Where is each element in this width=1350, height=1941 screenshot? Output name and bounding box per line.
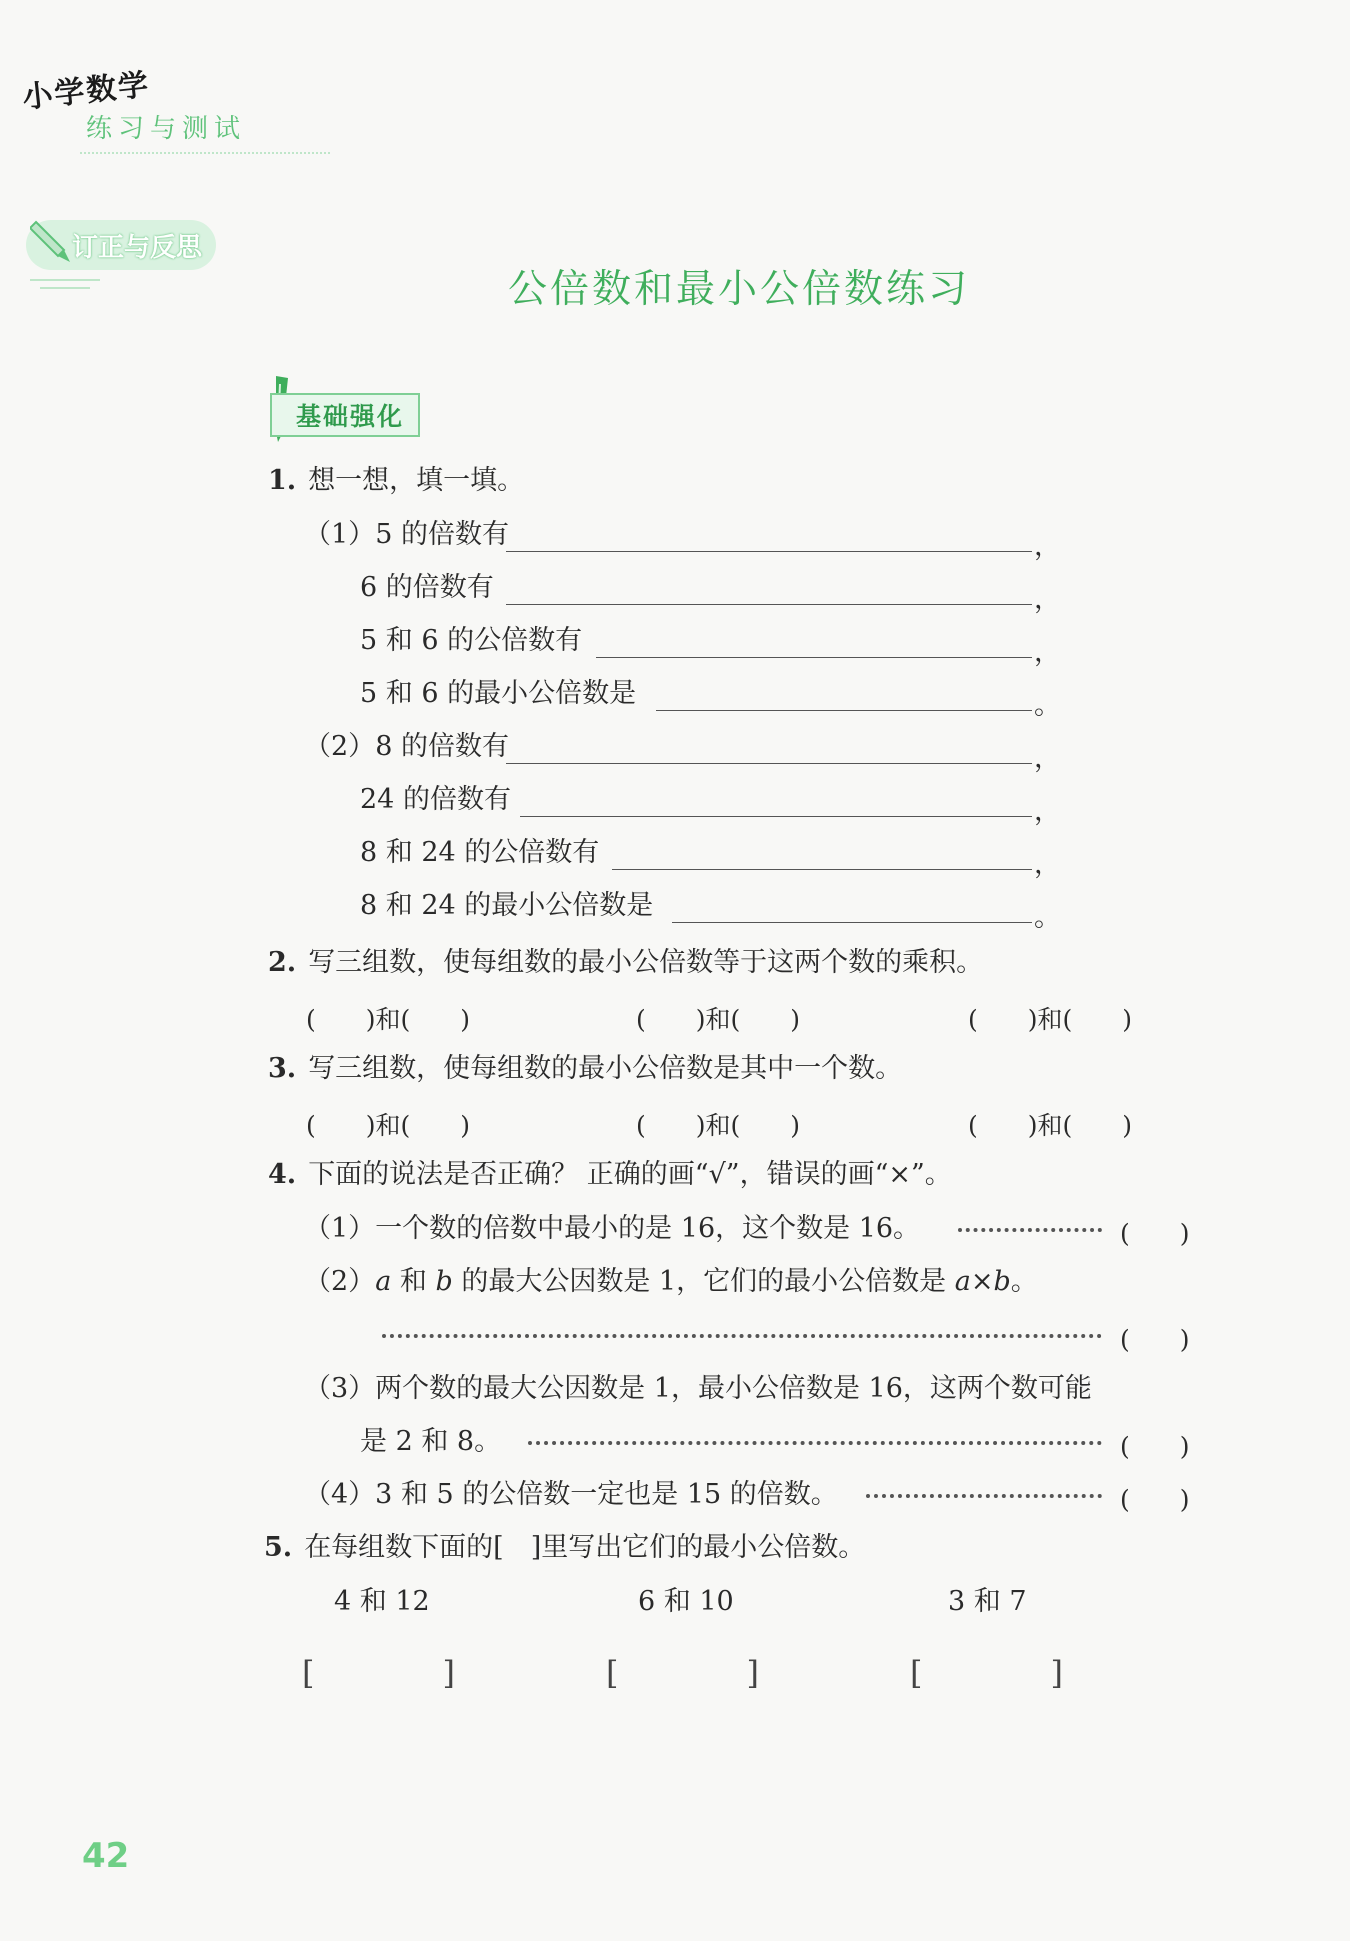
answer-pair[interactable]: ( )和( ): [968, 1005, 1133, 1034]
section-badge: 基础强化: [270, 393, 420, 437]
answer-blank[interactable]: [506, 603, 1032, 605]
question-3: [268, 1052, 902, 1086]
statement-text: 和: [391, 1266, 436, 1297]
period: 。: [1034, 690, 1061, 721]
question-1: [268, 464, 524, 498]
answer-pair[interactable]: ( )和( ): [968, 1111, 1133, 1140]
comma: ，: [1034, 584, 1061, 615]
question-5: [264, 1531, 865, 1565]
statement-4: （4）3 和 5 的公倍数一定也是 15 的倍数。: [304, 1479, 838, 1510]
answer-blank[interactable]: [506, 762, 1032, 764]
part-label: （1）: [304, 519, 376, 550]
comma: ，: [1034, 796, 1061, 827]
statement-text: 的最大公因数是 1，它们的最小公倍数是: [452, 1266, 955, 1297]
answer-blank[interactable]: [596, 656, 1032, 658]
judge-answer[interactable]: ( ): [1120, 1485, 1190, 1514]
lcm-answer-bracket[interactable]: [ ]: [302, 1654, 455, 1692]
question-number: 2.: [268, 947, 297, 978]
number-group: 3 和 7: [948, 1586, 1027, 1617]
lcm-answer-bracket[interactable]: [ ]: [606, 1654, 759, 1692]
reflect-label: 订正与反思: [72, 232, 203, 263]
prompt-text: 5 和 6 的公倍数有: [360, 625, 583, 656]
prompt-text: 5 和 6 的最小公倍数是: [360, 678, 637, 709]
answer-blank[interactable]: [506, 550, 1032, 552]
var-b: b: [435, 1266, 453, 1297]
leader-dots: [528, 1441, 1102, 1445]
brand-underline: [80, 152, 330, 154]
question-text: 在每组数下面的[ ]里写出它们的最小公倍数。: [304, 1532, 866, 1563]
part-label: （2）: [304, 731, 376, 762]
q1-p1-line1: [304, 518, 509, 552]
comma: ，: [1034, 849, 1061, 880]
answer-pair[interactable]: ( )和( ): [306, 1005, 471, 1034]
q1-p2-line1: [304, 730, 509, 764]
prompt-text: 6 的倍数有: [360, 572, 494, 603]
reflect-badge: [26, 220, 216, 270]
answer-blank[interactable]: [520, 815, 1032, 817]
question-text: 想一想，填一填。: [308, 465, 525, 496]
period: 。: [1010, 1266, 1038, 1297]
judge-answer[interactable]: ( ): [1120, 1325, 1190, 1354]
times-sign: ×: [970, 1266, 994, 1297]
statement-3-line2: 是 2 和 8。: [360, 1426, 502, 1457]
var-a: a: [954, 1266, 971, 1297]
prompt-text: 8 和 24 的公倍数有: [360, 837, 600, 868]
answer-pair[interactable]: ( )和( ): [636, 1005, 801, 1034]
comma: ，: [1034, 743, 1061, 774]
number-group: 6 和 10: [638, 1586, 734, 1617]
answer-pair[interactable]: ( )和( ): [306, 1111, 471, 1140]
answer-blank[interactable]: [672, 921, 1032, 923]
brand-subtitle: 练习与测试: [86, 114, 247, 144]
brand-title: 小学数学: [20, 67, 152, 116]
judge-answer[interactable]: ( ): [1120, 1219, 1190, 1248]
question-text: 下面的说法是否正确？ 正确的画“√”，错误的画“×”。: [308, 1159, 952, 1190]
answer-blank[interactable]: [656, 709, 1032, 711]
leader-dots: [382, 1334, 1102, 1338]
comma: ，: [1034, 637, 1061, 668]
question-2: [268, 946, 983, 980]
lcm-answer-bracket[interactable]: [ ]: [910, 1654, 1063, 1692]
period: 。: [1034, 902, 1061, 933]
question-text: 写三组数，使每组数的最小公倍数等于这两个数的乘积。: [308, 947, 984, 978]
prompt-text: 24 的倍数有: [360, 784, 511, 815]
statement-2: [304, 1265, 1038, 1299]
answer-pair[interactable]: ( )和( ): [636, 1111, 801, 1140]
leader-dots: [866, 1494, 1102, 1498]
number-group: 4 和 12: [334, 1586, 430, 1617]
var-b: b: [993, 1266, 1011, 1297]
var-a: a: [375, 1266, 392, 1297]
answer-blank[interactable]: [612, 868, 1032, 870]
reflect-lines: [30, 276, 110, 296]
pencil-icon: [30, 216, 78, 268]
question-text: 写三组数，使每组数的最小公倍数是其中一个数。: [308, 1053, 903, 1084]
question-number: 3.: [268, 1053, 297, 1084]
question-4: [268, 1158, 952, 1192]
statement-1: （1）一个数的倍数中最小的是 16，这个数是 16。: [304, 1213, 921, 1244]
page-title: 公倍数和最小公倍数练习: [508, 267, 971, 312]
question-number: 5.: [264, 1532, 293, 1563]
leader-dots: [958, 1228, 1102, 1232]
question-number: 4.: [268, 1159, 297, 1190]
part-label: （2）: [304, 1266, 376, 1297]
comma: ，: [1034, 531, 1061, 562]
prompt-text: 5 的倍数有: [375, 519, 509, 550]
page-number: 42: [82, 1836, 130, 1876]
prompt-text: 8 和 24 的最小公倍数是: [360, 890, 654, 921]
question-number: 1.: [268, 465, 297, 496]
statement-3-line1: （3）两个数的最大公因数是 1，最小公倍数是 16，这两个数可能: [304, 1373, 1092, 1404]
prompt-text: 8 的倍数有: [375, 731, 509, 762]
judge-answer[interactable]: ( ): [1120, 1432, 1190, 1461]
